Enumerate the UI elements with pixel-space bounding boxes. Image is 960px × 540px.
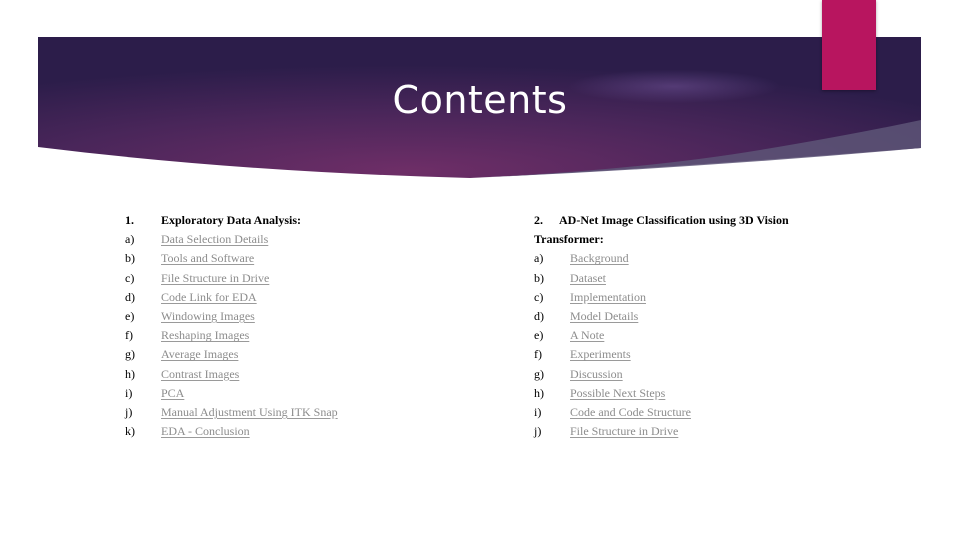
toc-link[interactable]: Average Images xyxy=(161,347,239,362)
contents-section-adnet xyxy=(534,211,844,441)
list-marker: h) xyxy=(534,385,544,400)
list-marker: i) xyxy=(534,404,542,419)
toc-link[interactable]: Experiments xyxy=(570,347,631,362)
toc-link[interactable]: File Structure in Drive xyxy=(570,424,679,439)
section-number: 2. xyxy=(534,213,543,227)
toc-link[interactable]: File Structure in Drive xyxy=(161,270,270,285)
list-marker: e) xyxy=(125,308,135,323)
list-marker: e) xyxy=(534,328,544,343)
toc-link[interactable]: Code Link for EDA xyxy=(161,289,257,304)
section-title-continued: Transformer: xyxy=(534,232,604,247)
list-marker: f) xyxy=(534,347,542,362)
toc-link[interactable]: Implementation xyxy=(570,289,646,304)
list-item xyxy=(125,345,485,364)
list-item xyxy=(125,230,485,249)
list-marker: g) xyxy=(534,366,544,381)
section-title: AD-Net Image Classification using 3D Vision xyxy=(559,213,789,227)
toc-link[interactable]: Reshaping Images xyxy=(161,328,250,343)
list-item xyxy=(534,365,844,384)
list-item xyxy=(125,365,485,384)
list-item xyxy=(534,307,844,326)
toc-link[interactable]: A Note xyxy=(570,328,605,343)
section-number: 1. xyxy=(125,213,134,227)
list-item xyxy=(125,422,485,441)
toc-link[interactable]: Tools and Software xyxy=(161,251,255,266)
list-item xyxy=(125,288,485,307)
list-marker: b) xyxy=(125,251,135,266)
toc-link[interactable]: Data Selection Details xyxy=(161,232,269,247)
toc-link[interactable]: EDA - Conclusion xyxy=(161,424,250,439)
list-marker: k) xyxy=(125,424,135,439)
list-marker: a) xyxy=(534,251,544,266)
list-item xyxy=(534,249,844,268)
list-item xyxy=(125,307,485,326)
list-marker: b) xyxy=(534,270,544,285)
list-marker: j) xyxy=(125,404,133,419)
toc-link[interactable]: Windowing Images xyxy=(161,308,255,323)
toc-link[interactable]: Contrast Images xyxy=(161,366,240,381)
toc-link[interactable]: Dataset xyxy=(570,270,606,285)
list-marker: c) xyxy=(534,289,544,304)
list-marker: i) xyxy=(125,385,133,400)
list-item xyxy=(125,384,485,403)
slide-title: Contents xyxy=(392,78,568,122)
section-heading xyxy=(534,211,844,230)
section-heading xyxy=(125,211,485,230)
list-item xyxy=(534,422,844,441)
list-marker: h) xyxy=(125,366,135,381)
list-marker: j) xyxy=(534,424,542,439)
list-marker: f) xyxy=(125,328,133,343)
toc-link[interactable]: Discussion xyxy=(570,366,623,381)
list-item xyxy=(534,345,844,364)
list-item xyxy=(125,269,485,288)
toc-link[interactable]: Possible Next Steps xyxy=(570,385,666,400)
contents-section-eda xyxy=(125,211,485,441)
list-marker: d) xyxy=(534,308,544,323)
list-item xyxy=(534,326,844,345)
toc-link[interactable]: PCA xyxy=(161,385,185,400)
list-item xyxy=(125,326,485,345)
list-item xyxy=(125,249,485,268)
list-item xyxy=(125,403,485,422)
toc-link[interactable]: Code and Code Structure xyxy=(570,404,691,419)
list-marker: a) xyxy=(125,232,135,247)
list-marker: c) xyxy=(125,270,135,285)
toc-link[interactable]: Background xyxy=(570,251,629,266)
list-item xyxy=(534,384,844,403)
list-item xyxy=(534,269,844,288)
toc-link[interactable]: Manual Adjustment Using ITK Snap xyxy=(161,404,338,419)
section-title: Exploratory Data Analysis: xyxy=(161,213,302,227)
list-item xyxy=(534,288,844,307)
list-item xyxy=(534,403,844,422)
list-marker: d) xyxy=(125,289,135,304)
list-marker: g) xyxy=(125,347,135,362)
toc-link[interactable]: Model Details xyxy=(570,308,639,323)
